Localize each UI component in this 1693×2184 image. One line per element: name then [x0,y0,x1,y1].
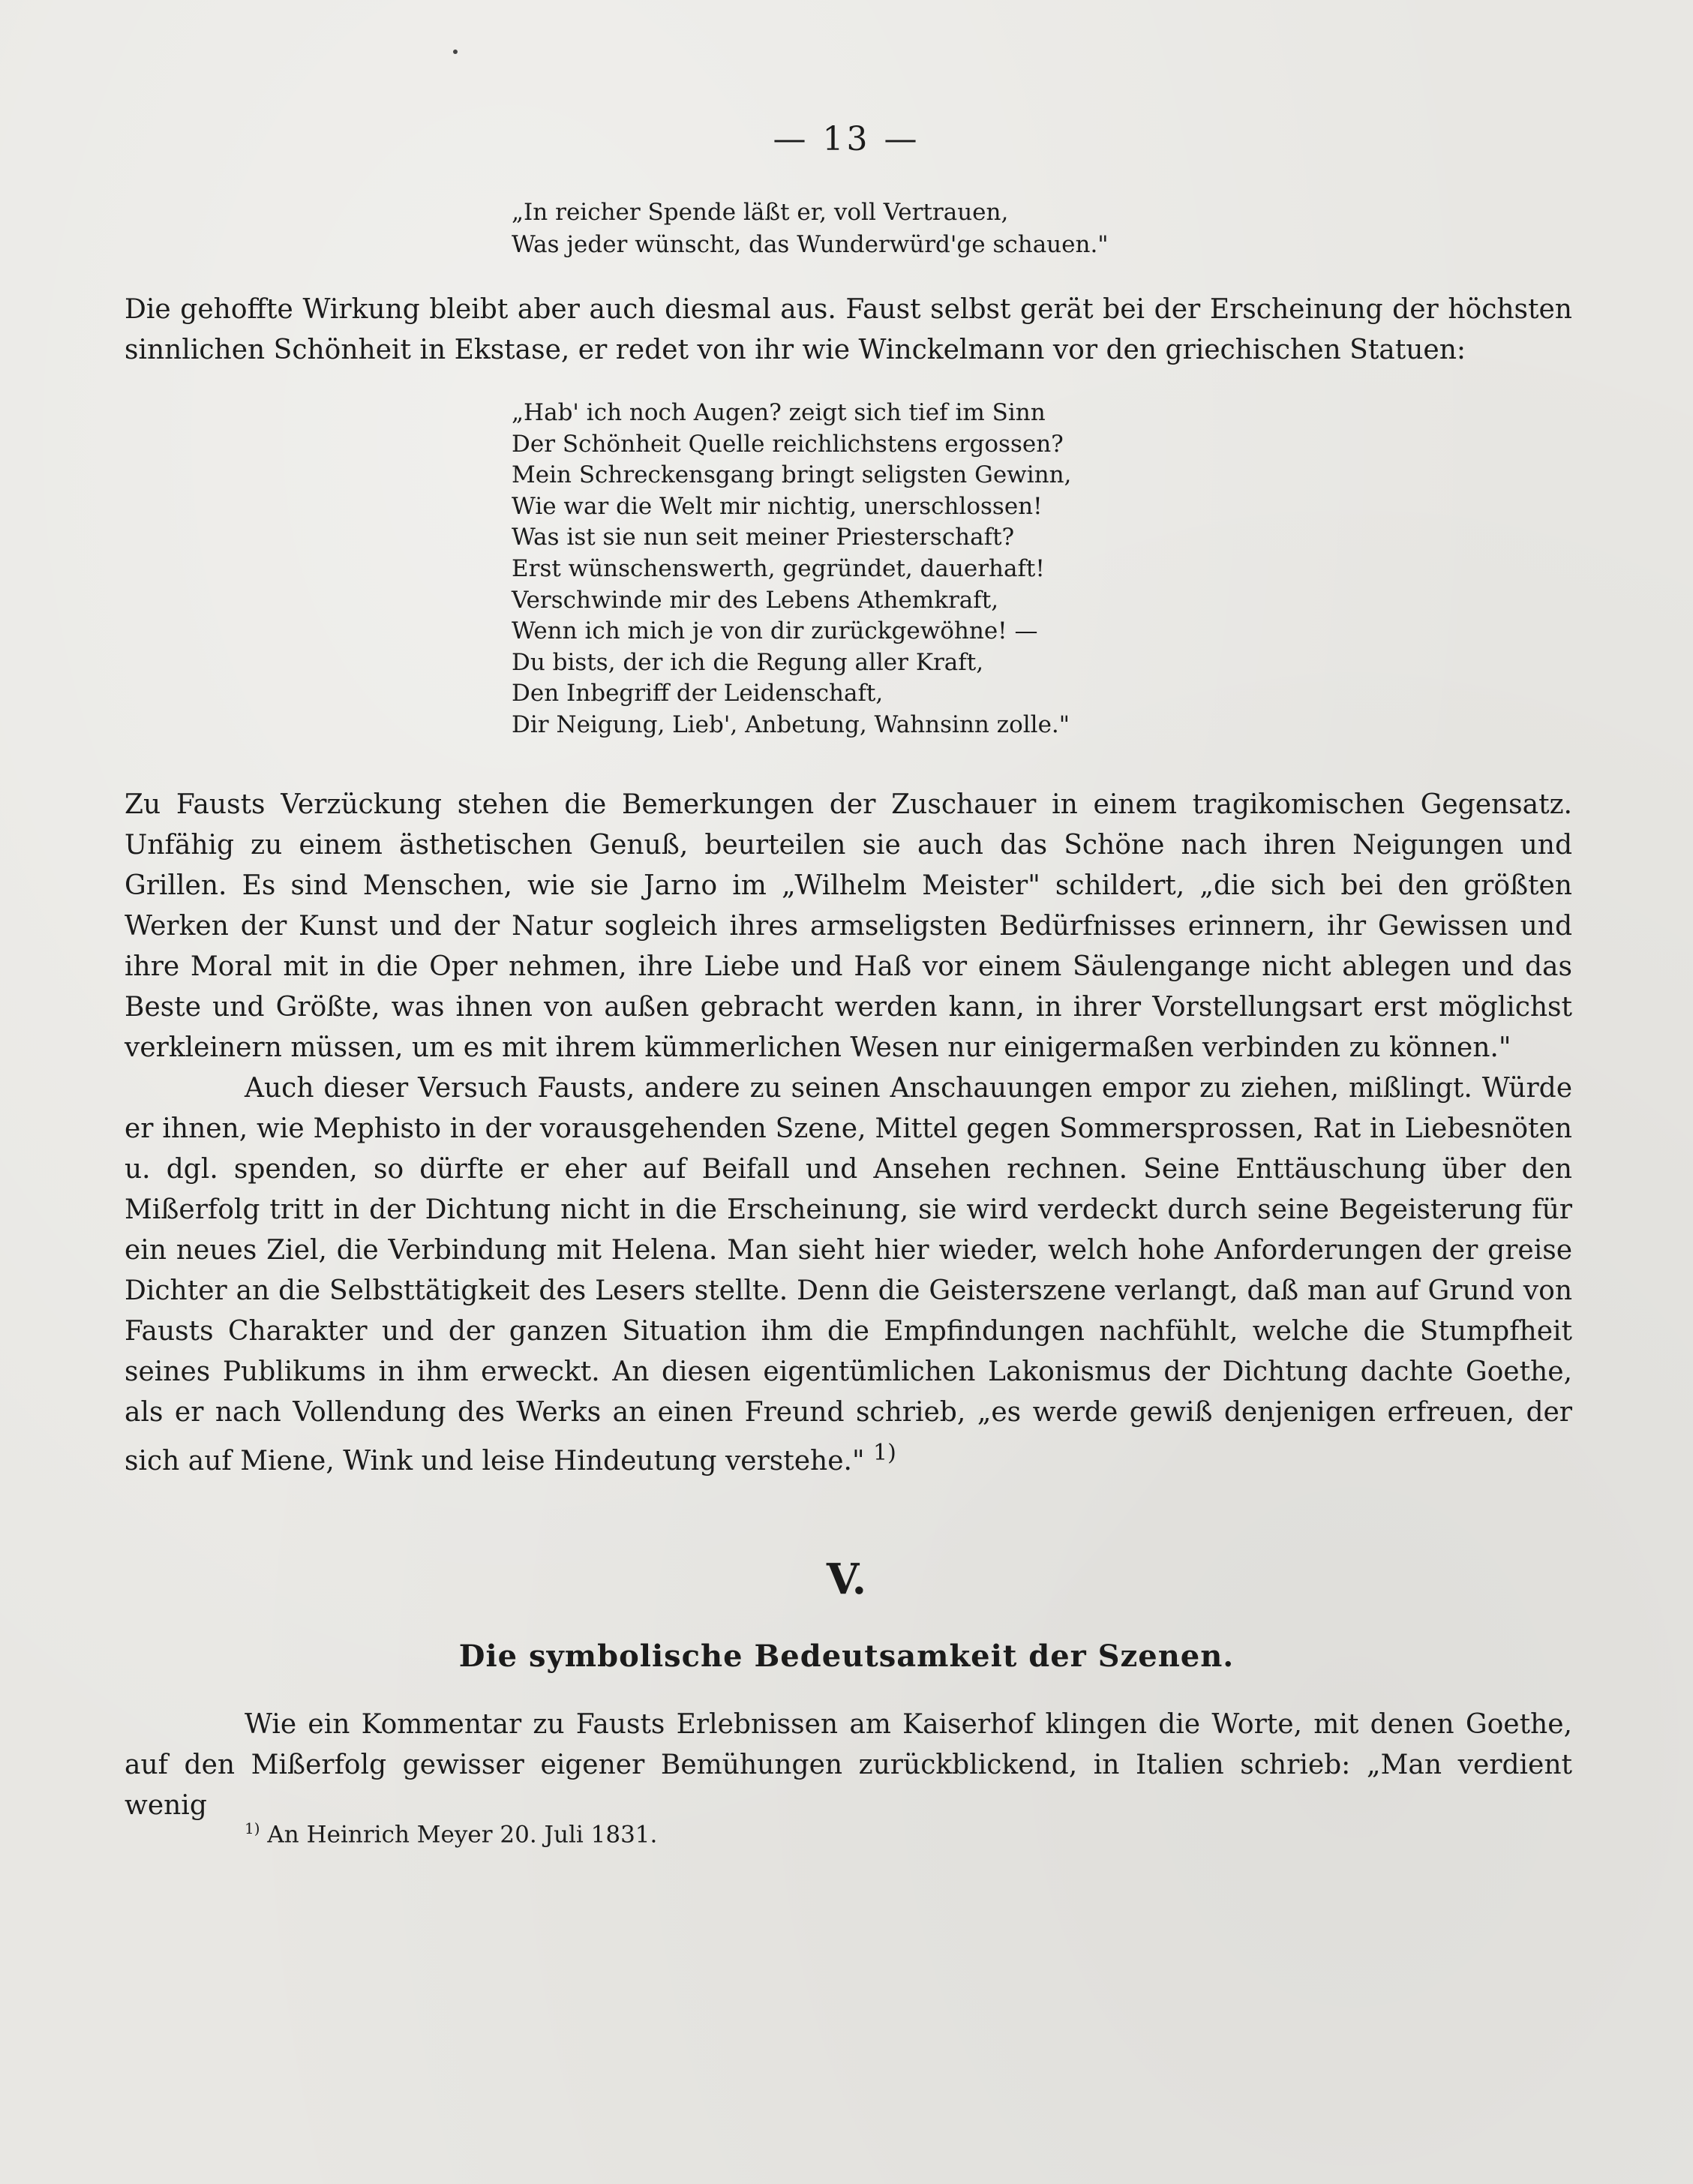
verse-line: Mein Schreckensgang bringt seligsten Gewinn, [512,461,1072,489]
verse-line: Den Inbegriff der Leidenschaft, [512,680,884,707]
section-numeral: V. [826,1555,867,1604]
verse-line: „Hab' ich noch Augen? zeigt sich tief im Sinn [512,399,1046,426]
verse-line: Der Schönheit Quelle reichlichstens ergossen? [512,430,1064,458]
verse-line: Was jeder wünscht, das Wunderwürd'ge schauen." [512,231,1109,258]
verse-line: Verschwinde mir des Lebens Athemkraft, [512,586,999,614]
paragraph-block-2 [125,785,1572,1482]
page-number: — 13 — [773,120,920,158]
footnote-reference: 1) [873,1440,896,1466]
paragraph [125,1068,1572,1482]
paragraph: Die gehoffte Wirkung bleibt aber auch diesmal aus. Faust selbst gerät bei der Erscheinung der höchsten sinnlichen Schönheit in Ekstase, er redet von ihr wie Winckelmann vor den griechischen Statuen: [125,294,1572,365]
section-title: Die symbolische Bedeutsamkeit der Szenen. [458,1639,1235,1674]
paragraph: Zu Fausts Verzückung stehen die Bemerkungen der Zuschauer in einem tragikomischen Gegensatz. Unfähig zu einem ästhetischen Genuß, beurteilen sie auch das Schöne nach ihren Neigungen und Grillen. Es sind Menschen, wie sie Jarno im „Wilhelm Meister" schildert, „die sich bei den größten Werken der Kunst und der Natur sogleich ihres armseligsten Bedürfnisses erinnern, ihr Gewissen und ihre Moral mit in die Oper nehmen, ihre Liebe und Haß vor einem Säulengange nicht ablegen und das Beste und Größte, was ihnen von außen gebracht werden kann, in ihrer Vorstellungsart erst möglichst verkleinern müssen, um es mit ihrem kümmerlichen Wesen nur einigermaßen verbinden zu können." [125,789,1572,1063]
verse-quote-2 [512,398,1071,741]
verse-line: Du bists, der ich die Regung aller Kraft, [512,648,984,676]
footnote [245,1812,657,1851]
footnote-text: An Heinrich Meyer 20. Juli 1831. [267,1821,658,1849]
verse-quote-1 [512,197,1109,261]
verse-line: Wenn ich mich je von dir zurückgewöhne! — [512,617,1038,645]
footnote-marker: 1) [245,1819,260,1837]
paragraph-block-1 [125,290,1572,371]
paragraph-block-3 [125,1705,1572,1826]
ink-speck [453,50,458,54]
verse-line: Was ist sie nun seit meiner Priesterschaft? [512,524,1015,551]
paragraph-text: Auch dieser Versuch Fausts, andere zu seinen Anschauungen empor zu ziehen, mißlingt. Würde er ihnen, wie Mephisto in der vorausgehenden Szene, Mittel gegen Sommersprossen, Rat in Liebesnöten u. dgl. spenden, so dürfte er eher auf Beifall und Ansehen rechnen. Seine Enttäuschung über den Mißerfolg tritt in der Dichtung nicht in die Erscheinung, sie wird verdeckt durch seine Begeisterung für ein neues Ziel, die Verbindung mit Helena. Man sieht hier wieder, welch hohe Anforderungen der greise Dichter an die Selbsttätigkeit des Lesers stellte. Denn die Geisterszene verlangt, daß man auf Grund von Fausts Charakter und der ganzen Situation ihm die Empfindungen nachfühlt, welche die Stumpfheit seines Publikums in ihm erweckt. An diesen eigentümlichen Lakonismus der Dichtung dachte Goethe, als er nach Vollendung des Werks an einen Freund schrieb, „es werde gewiß denjenigen erfreuen, der sich auf Miene, Wink und leise Hindeutung verstehe." [125,1073,1572,1477]
verse-line: Wie war die Welt mir nichtig, unerschlossen! [512,492,1043,520]
verse-line: Dir Neigung, Lieb', Anbetung, Wahnsinn zolle." [512,710,1070,738]
verse-line: Erst wünschenswerth, gegründet, dauerhaft! [512,554,1045,582]
verse-line: „In reicher Spende läßt er, voll Vertrauen, [512,199,1009,226]
paragraph: Wie ein Kommentar zu Fausts Erlebnissen am Kaiserhof klingen die Worte, mit denen Goethe, auf den Mißerfolg gewisser eigener Bemühungen zurückblickend, in Italien schrieb: „Man verdient wenig [125,1709,1572,1821]
